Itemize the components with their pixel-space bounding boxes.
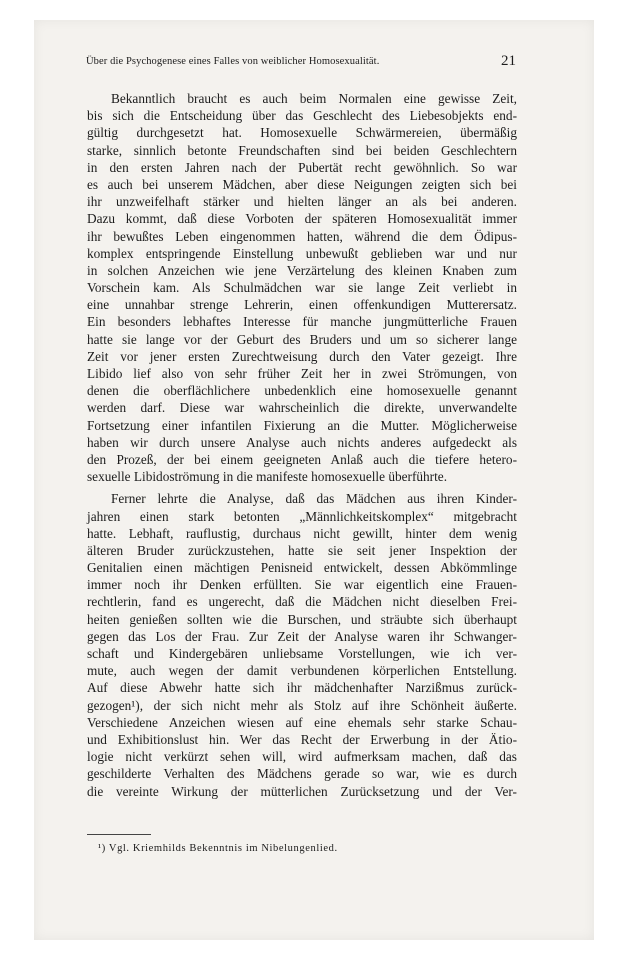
text-line: schaft und Kindergebären unliebsame Vorstellungen, wie ich ver- [87,646,517,661]
text-line: haben wir durch unsere Analyse auch nichts anderes aufgedeckt als [87,434,517,450]
text-line: geschilderte Verhalten des Mädchens gerade so war, wie es durch [87,766,517,782]
text-line: Libido lief also von sehr früher Zeit her in zwei Strömungen, von [87,366,517,381]
text-line: Bekanntlich braucht es auch beim Normalen eine gewisse Zeit, [111,91,517,106]
text-line: immer noch ihr Denken erfüllten. Sie war eigentlich eine Frauen- [87,577,517,593]
text-line: mute, auch wegen der damit verbundenen körperlichen Entstellung. [87,663,517,679]
text-line: hatte sie lange vor der Geburt des Bruders und um so sicherer lange [87,331,517,347]
text-line: ihr unzweifelhaft stärker und hielten länger an als bei anderen. [87,194,517,210]
text-line: gültig durchgesetzt hat. Homosexuelle Schwärmereien, übermäßig [87,125,517,141]
text-line: komplex entspringende Einstellung unbewußt geblieben war und nur [87,245,517,261]
text-line: Dazu kommt, daß diese Vorboten der späteren Homosexualität immer [87,211,517,227]
text-line: gegen das Los der Frau. Zur Zeit der Analyse waren ihr Schwanger- [87,628,517,644]
text-line: starke, sinnlich betonte Freundschaften sind bei beiden Geschlechtern [87,142,517,158]
text-line: Zeit vor jener ersten Zurechtweisung durch den Vater gezeigt. Ihre [87,348,517,364]
text-line: logie nicht verkürzt sehen will, wird aufmerksam machen, daß das [87,749,517,765]
text-line: Ferner lehrte die Analyse, daß das Mädchen aus ihren Kinder- [111,491,517,507]
paragraph-1 [87,90,517,485]
text-line: in den ersten Jahren nach der Pubertät recht gewöhnlich. So war [87,159,517,175]
text-line: älteren Bruder zurückzustehen, hatte sie seit jener Inspektion der [87,542,517,558]
text-line: in solchen Anzeichen wie jene Verzärtelung des kleinen Knaben zum [87,262,517,278]
text-line: heiten genießen sollten wie die Burschen, und sträubte sich überhaupt [87,611,517,627]
text-line: eine unnahbar strenge Lehrerin, einen offenkundigen Mutterersatz. [87,297,517,313]
text-line: bis sich die Entscheidung über das Geschlecht des Liebesobjekts end- [87,108,517,124]
text-line: die vereinte Wirkung der mütterlichen Zurücksetzung und der Ver- [87,783,517,799]
text-line: jahren einen stark betonten „Männlichkeitskomplex“ mitgebracht [87,508,517,524]
text-line: sexuelle Libidoströmung in die manifeste homosexuelle überführte. [87,469,448,485]
text-line: denen die oberflächlichere unbedenklich eine homosexuelle genannt [87,383,517,399]
text-line: Verschiedene Anzeichen wiesen auf eine ehemals sehr starke Schau- [87,714,517,730]
paragraph-2 [87,490,517,799]
page-number: 21 [501,53,516,69]
text-line: rechtlerin, fand es ungerecht, daß die Mädchen nicht dieselben Frei- [87,594,517,610]
footnote: ¹) Vgl. Kriemhilds Bekenntnis im Nibelungenlied. [98,843,338,854]
text-line: Ein besonders lebhaftes Interesse für manche jungmütterliche Frauen [87,314,517,330]
footnote-rule [87,834,151,835]
running-header: Über die Psychogenese eines Falles von weiblicher Homosexualität. [86,56,380,67]
text-line: Genitalien einen mächtigen Penisneid entwickelt, dessen Abkömmlinge [87,560,517,576]
text-line: werden darf. Diese war wahrscheinlich die direkte, unverwandelte [87,400,517,416]
text-line: Auf diese Abwehr hatte sich ihr mädchenhafter Narzißmus zurück- [87,680,517,696]
text-line: und Exhibitionslust hin. Wer das Recht der Erwerbung in der Ätio- [87,731,517,747]
text-line: den Prozeß, der bei einem geeigneten Anlaß auch die tiefere hetero- [87,451,517,467]
text-line: ihr bewußtes Leben eingenommen hatten, während die dem Ödipus- [87,228,517,244]
text-line: hatte. Lebhaft, rauflustig, durchaus nicht gewillt, hinter dem wenig [87,525,517,541]
text-line: Fortsetzung einer infantilen Fixierung an die Mutter. Möglicherweise [87,417,517,433]
text-line: gezogen¹), der sich nicht mehr als Stolz auf ihre Schönheit äußerte. [87,697,517,713]
body-text [87,90,517,800]
text-line: es auch bei unserem Mädchen, aber diese Neigungen zeigten sich bei [87,176,517,192]
text-line: Vorschein kam. Als Schulmädchen war sie lange Zeit verliebt in [87,280,517,296]
